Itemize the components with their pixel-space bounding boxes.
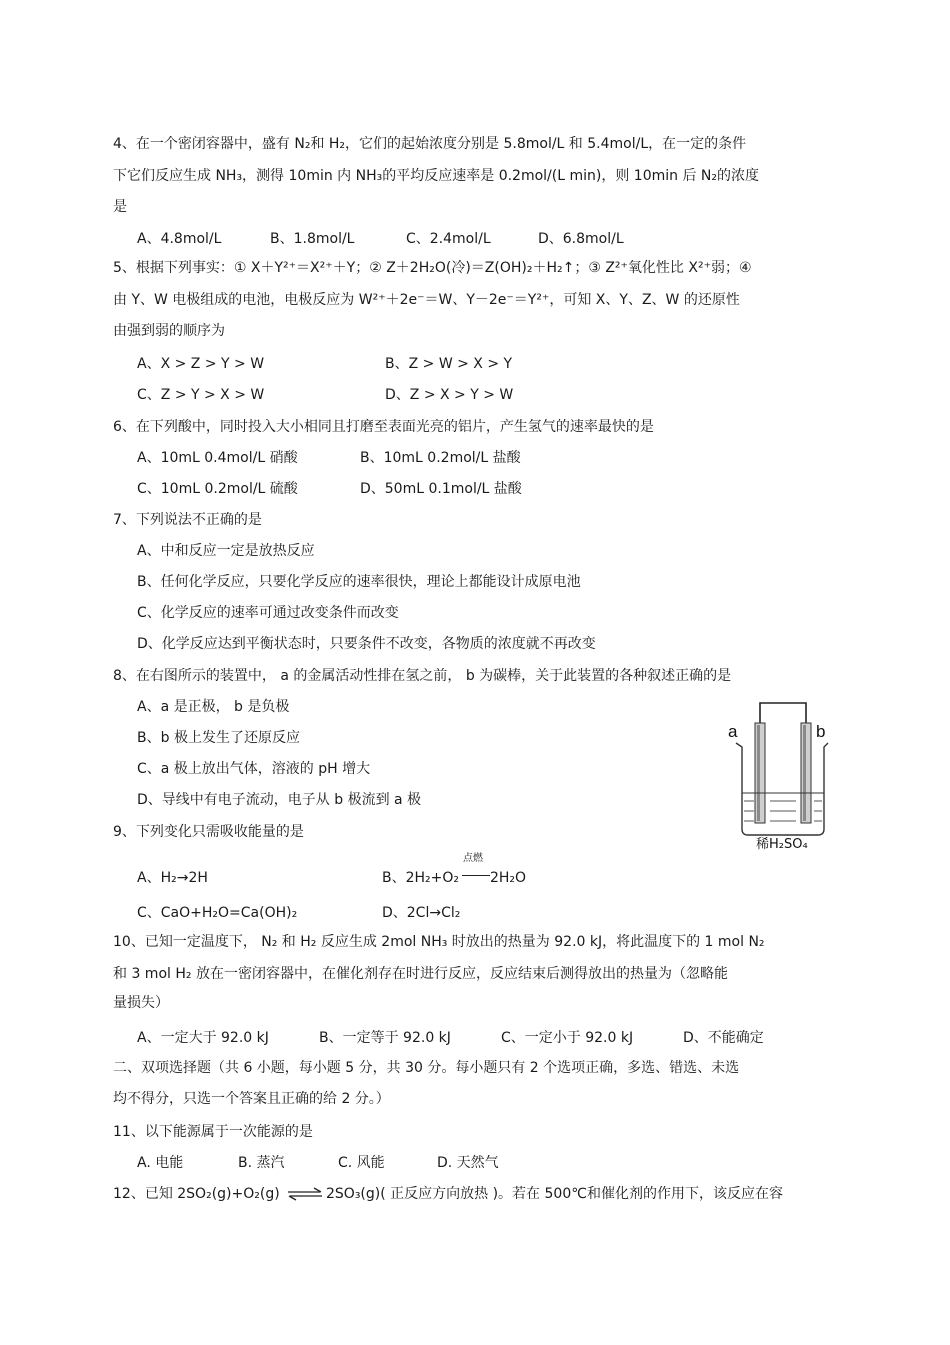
q6-line-1: 6、在下列酸中，同时投入大小相同且打磨至表面光亮的铝片，产生氢气的速率最快的是 xyxy=(113,419,654,435)
q9-option-d: D、2Cl→Cl₂ xyxy=(382,905,461,921)
q11-option-a: A. 电能 xyxy=(137,1155,184,1171)
q9-reaction-bar xyxy=(462,875,490,876)
electrode-label-b: b xyxy=(816,722,826,741)
q10-option-b: B、一定等于 92.0 kJ xyxy=(319,1030,451,1046)
q11-option-c: C. 风能 xyxy=(338,1155,385,1171)
q9-option-a: A、H₂→2H xyxy=(137,870,208,886)
q5-option-c: C、Z > Y > X > W xyxy=(137,387,265,403)
q9-reaction-condition: 点燃 xyxy=(463,853,483,864)
q5-line-3: 由强到弱的顺序为 xyxy=(113,323,225,339)
q9-option-b-products: 2H₂O xyxy=(490,870,527,886)
q10-option-a: A、一定大于 92.0 kJ xyxy=(137,1030,269,1046)
q6-option-a: A、10mL 0.4mol/L 硝酸 xyxy=(137,450,298,466)
q10-line-2: 和 3 mol H₂ 放在一密闭容器中，在催化剂存在时进行反应，反应结束后测得放出的热量为（忽略能 xyxy=(113,966,728,982)
q7-line-1: 7、下列说法不正确的是 xyxy=(113,512,262,528)
q6-option-d: D、50mL 0.1mol/L 盐酸 xyxy=(360,481,522,497)
q10-option-d: D、不能确定 xyxy=(683,1030,764,1046)
q6-option-b: B、10mL 0.2mol/L 盐酸 xyxy=(360,450,521,466)
electrode-label-a: a xyxy=(728,722,738,741)
q12-line-1-start: 12、已知 2SO₂(g)+O₂(g) xyxy=(113,1186,280,1202)
q8-option-c: C、a 极上放出气体，溶液的 pH 增大 xyxy=(137,761,371,777)
q7-option-a: A、中和反应一定是放热反应 xyxy=(137,543,315,559)
q4-option-d: D、6.8mol/L xyxy=(538,231,624,247)
q8-option-d: D、导线中有电子流动，电子从 b 极流到 a 极 xyxy=(137,792,422,808)
q10-line-3: 量损失） xyxy=(113,995,169,1011)
q4-option-c: C、2.4mol/L xyxy=(406,231,491,247)
q11-option-d: D. 天然气 xyxy=(437,1155,499,1171)
q7-option-d: D、化学反应达到平衡状态时，只要条件不改变，各物质的浓度就不再改变 xyxy=(137,636,596,652)
q5-option-b: B、Z > W > X > Y xyxy=(385,356,513,372)
q8-line-1: 8、在右图所示的装置中， a 的金属活动性排在氢之前， b 为碳棒，关于此装置的各种叙述正确的是 xyxy=(113,668,732,684)
q7-option-b: B、任何化学反应，只要化学反应的速率很快，理论上都能设计成原电池 xyxy=(137,574,581,590)
q10-line-1: 10、已知一定温度下， N₂ 和 H₂ 反应生成 2mol NH₃ 时放出的热量为 92.0 kJ，将此温度下的 1 mol N₂ xyxy=(113,934,765,950)
q10-option-c: C、一定小于 92.0 kJ xyxy=(501,1030,634,1046)
q12-line-1-end: 2SO₃(g)( 正反应方向放热 )。若在 500℃和催化剂的作用下，该反应在容 xyxy=(326,1186,783,1202)
q9-option-b-reactants: B、2H₂+O₂ xyxy=(382,870,460,886)
section2-heading-line-1: 二、双项选择题（共 6 小题，每小题 5 分，共 30 分。每小题只有 2 个选项正确，多选、错选、未选 xyxy=(113,1060,740,1076)
q4-line-2: 下它们反应生成 NH₃，测得 10min 内 NH₃的平均反应速率是 0.2mol/(L min)，则 10min 后 N₂的浓度 xyxy=(113,168,759,184)
q4-option-a: A、4.8mol/L xyxy=(137,231,222,247)
q5-line-1: 5、根据下列事实：① X＋Y²⁺＝X²⁺＋Y；② Z＋2H₂O(冷)＝Z(OH)₂＋H₂↑；③ Z²⁺氧化性比 X²⁺弱；④ xyxy=(113,260,752,276)
q4-line-1: 4、在一个密闭容器中，盛有 N₂和 H₂，它们的起始浓度分别是 5.8mol/L 和 5.4mol/L，在一定的条件 xyxy=(113,136,747,152)
q11-option-b: B. 蒸汽 xyxy=(238,1155,285,1171)
q5-option-a: A、X > Z > Y > W xyxy=(137,356,265,372)
reversible-arrow-icon xyxy=(286,1187,324,1201)
q11-line-1: 11、以下能源属于一次能源的是 xyxy=(113,1124,313,1140)
q9-option-c: C、CaO+H₂O=Ca(OH)₂ xyxy=(137,905,298,921)
q4-option-b: B、1.8mol/L xyxy=(270,231,355,247)
q5-option-d: D、Z > X > Y > W xyxy=(385,387,514,403)
q6-option-c: C、10mL 0.2mol/L 硫酸 xyxy=(137,481,298,497)
q5-line-2: 由 Y、W 电极组成的电池，电极反应为 W²⁺＋2e⁻＝W、Y－2e⁻＝Y²⁺，可知 X、Y、Z、W 的还原性 xyxy=(113,292,740,308)
q7-option-c: C、化学反应的速率可通过改变条件而改变 xyxy=(137,605,399,621)
electrolyte-caption: 稀H₂SO₄ xyxy=(756,837,808,852)
q8-option-a: A、a 是正极， b 是负极 xyxy=(137,699,290,715)
section2-heading-line-2: 均不得分，只选一个答案且正确的给 2 分。） xyxy=(113,1091,390,1107)
q8-option-b: B、b 极上发生了还原反应 xyxy=(137,730,300,746)
q4-line-3: 是 xyxy=(113,199,127,215)
q9-line-1: 9、下列变化只需吸收能量的是 xyxy=(113,824,304,840)
